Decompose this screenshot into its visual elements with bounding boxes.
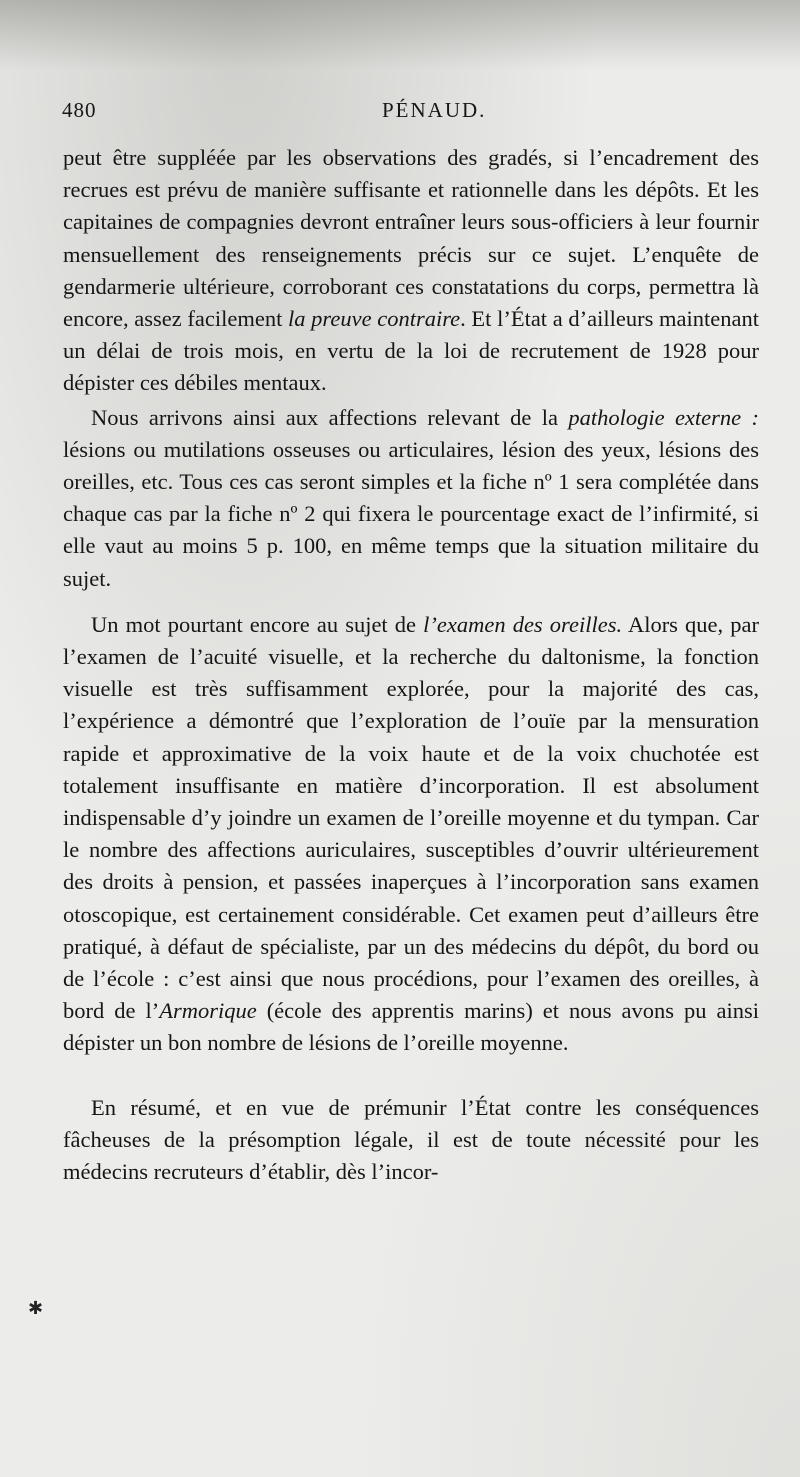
page-number: 480 [62,98,97,122]
paragraph [63,609,759,1060]
text-run: Un mot pourtant encore au sujet de [91,611,424,637]
paragraph [63,402,759,595]
text-run: . Et l’État a d’ailleurs maintenant un délai de trois mois, en vertu de la loi de recrutement de 1928 pour dépister ces débiles mentaux. [63,306,759,396]
running-head [62,98,752,128]
italic-run: la preuve contraire [288,306,461,332]
text-run: (école des apprentis marins) et nous avons pu ainsi dépister un bon nombre de lésions de l’oreille moyenne. [63,998,759,1056]
text-run: peut être suppléée par les observations des gradés, si l’encadrement des recrues est prévu de manière suffisante et rationnelle dans les dépôts. Et les capitaines de compagnies devront entraîner leurs sous-officiers à leur fournir mensuellement des renseignements précis sur ce sujet. L’enquête de gendarmerie ultérieure, corroborant ces constatations du corps, permettra là encore, assez facilement [63,145,759,332]
text-run: lésions ou mutilations osseuses ou articulaires, lésion des yeux, lésions des oreilles, etc. Tous ces cas seront simples et la fiche nº 1 sera complétée dans chaque cas par la fiche nº 2 qui fixera le pourcentage exact de l’infirmité, si elle vaut au moins 5 p. 100, en même temps que la situation militaire du sujet. [63,436,759,591]
scan-shadow [0,0,800,70]
paragraph [63,142,759,400]
italic-run: pathologie externe : [568,404,760,430]
body-text [63,142,759,1188]
text-run: Nous arrivons ainsi aux affections relevant de la [91,404,569,430]
running-title: PÉNAUD. [382,98,487,122]
paragraph [63,1092,759,1189]
text-run: Alors que, par l’examen de l’acuité visuelle, et la recherche du daltonisme, la fonction visuelle est très suffisamment explorée, pour la majorité des cas, l’expérience a démontré que l’exploration de l’ouïe par la mensuration rapide et approximative de la voix haute et de la voix chuchotée est totalement insuffisante en matière d’incorporation. Il est absolument indispensable d’y joindre un examen de l’oreille moyenne et du tympan. Car le nombre des affections auriculaires, susceptibles d’ouvrir ultérieurement des droits à pension, et passées inaperçues à l’incorporation sans examen otoscopique, est certainement considérable. Cet examen peut d’ailleurs être pratiqué, à défaut de spécialiste, par un des médecins du dépôt, du bord ou de l’école : c’est ainsi que nous procédions, pour l’examen des oreilles, à bord de l’ [63,611,759,1024]
margin-mark: ✱ [28,1298,44,1318]
italic-run: l’examen des oreilles. [423,611,623,637]
text-run: En résumé, et en vue de prémunir l’État contre les conséquences fâcheuses de la présomption légale, il est de toute nécessité pour les médecins recruteurs d’établir, dès l’incor- [63,1094,759,1185]
italic-run: Armorique [159,998,257,1024]
